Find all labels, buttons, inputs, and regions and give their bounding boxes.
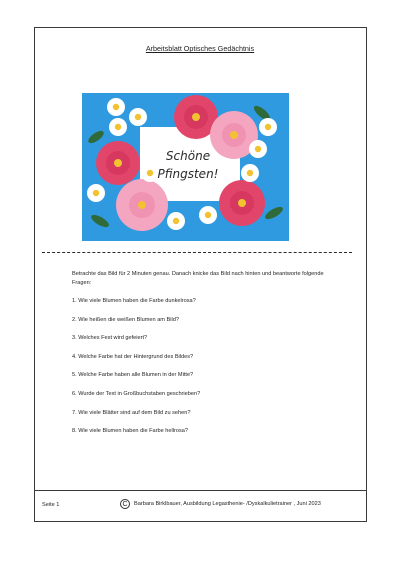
instructions-text: Betrachte das Bild für 2 Minuten genau. Danach knicke das Bild nach hinten und beantworte folgende Fragen: [72, 271, 324, 286]
white-flower [87, 184, 105, 202]
greeting-text-line1: Schöne [165, 149, 211, 163]
flower-illustration [82, 93, 289, 241]
light-pink-flower [116, 179, 168, 231]
leaf [263, 205, 284, 222]
dark-pink-flower [219, 180, 265, 226]
question-list [72, 298, 200, 447]
author-credit: Barbara Birklbauer, Ausbildung Legasthenie- /Dyskalkulietrainer , Juni 2023 [134, 501, 321, 507]
pentecost-picture [82, 93, 289, 241]
question-item: 7. Wie viele Blätter sind auf dem Bild zu sehen? [72, 409, 191, 416]
leaf [86, 129, 105, 146]
white-flower [109, 118, 127, 136]
question-item: 2. Wie heißen die weißen Blumen am Bild? [72, 316, 179, 323]
question-item: 5. Welche Farbe haben alle Blumen in der Mitte? [72, 372, 194, 379]
question-item: 1. Wie viele Blumen haben die Farbe dunkelrosa? [72, 298, 196, 304]
question-item: 4. Welche Farbe hat der Hintergrund des Bildes? [72, 353, 194, 360]
footer-divider [34, 490, 367, 491]
question-item: 6. Wurde der Text in Großbuchstaben geschrieben? [72, 390, 201, 397]
white-flower [241, 164, 259, 182]
question-item: 8. Wie viele Blumen haben die Farbe hellrosa? [72, 428, 188, 435]
white-flower [259, 118, 277, 136]
leaf [89, 213, 110, 230]
white-flower [249, 140, 267, 158]
question-item: 3. Welches Fest wird gefeiert? [72, 335, 148, 342]
white-flower [167, 212, 185, 230]
white-flower [141, 164, 159, 182]
white-flower [129, 108, 147, 126]
copyright-icon: C [120, 499, 130, 509]
page-number: Seite 1 [42, 502, 60, 508]
white-flower [199, 206, 217, 224]
dark-pink-flower [96, 141, 140, 185]
fold-line [42, 252, 352, 253]
footer-credit [120, 499, 321, 509]
greeting-text-line2: Pfingsten! [157, 167, 219, 181]
worksheet-title: Arbeitsblatt Optisches Gedächtnis [145, 44, 255, 53]
white-flower [107, 98, 125, 116]
